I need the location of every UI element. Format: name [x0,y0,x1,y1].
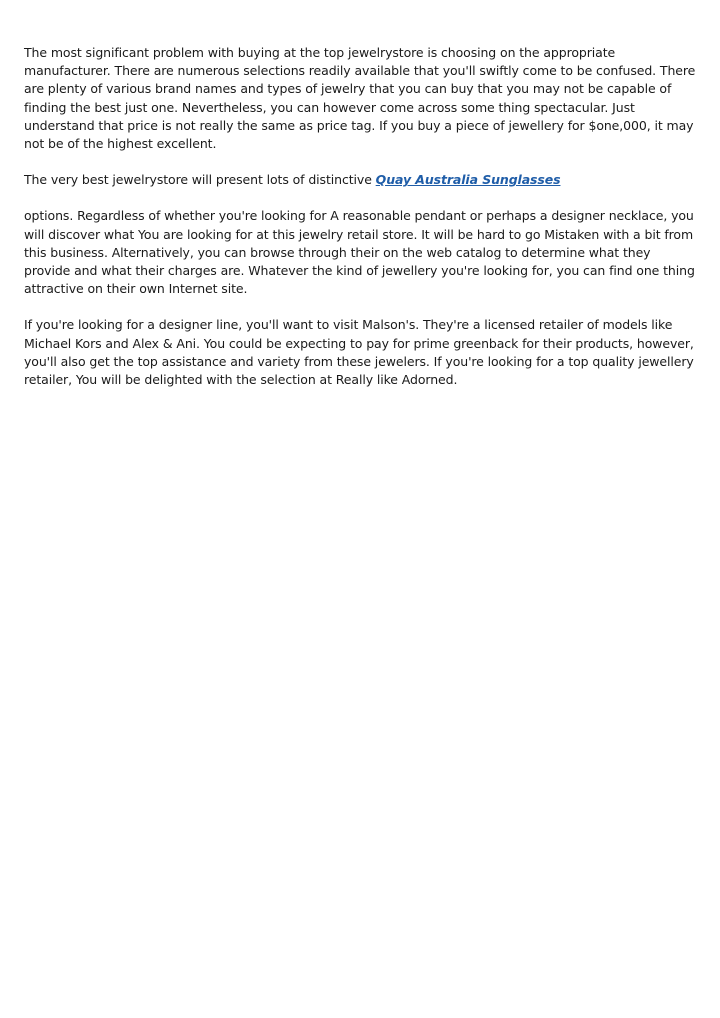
document-body [24,44,696,389]
paragraph-with-link [24,171,696,189]
paragraph-link-prefix: The very best jewelrystore will present lots of distinctive [24,172,376,188]
paragraph-designer-line: If you're looking for a designer line, you'll want to visit Malson's. They're a licensed retailer of models like Michael Kors and Alex & Ani. You could be expecting to pay for prime greenback for their products, however, you'll also get the top assistance and variety from these jewelers. If you're looking for a top quality jewellery retailer, You will be delighted with the selection at Really like Adorned. [24,317,694,388]
paragraph-intro: The most significant problem with buying at the top jewelrystore is choosing on the appropriate manufacturer. There are numerous selections readily available that you'll swiftly come to be confused. There are plenty of various brand names and types of jewelry that you can buy that you may not be capable of finding the best just one. Nevertheless, you can however come across some thing spectacular. Just understand that price is not really the same as price tag. If you buy a piece of jewellery for $one,000, it may not be of the highest excellent. [24,45,696,152]
quay-australia-sunglasses-link[interactable]: Quay Australia Sunglasses [375,172,561,188]
paragraph-options: options. Regardless of whether you're looking for A reasonable pendant or perhaps a designer necklace, you will discover what You are looking for at this jewelry retail store. It will be hard to go Mistaken with a bit from this business. Alternatively, you can browse through their on the web catalog to determine what they provide and what their charges are. Whatever the kind of jewellery you're looking for, you can find one thing attractive on their own Internet site. [24,208,695,297]
